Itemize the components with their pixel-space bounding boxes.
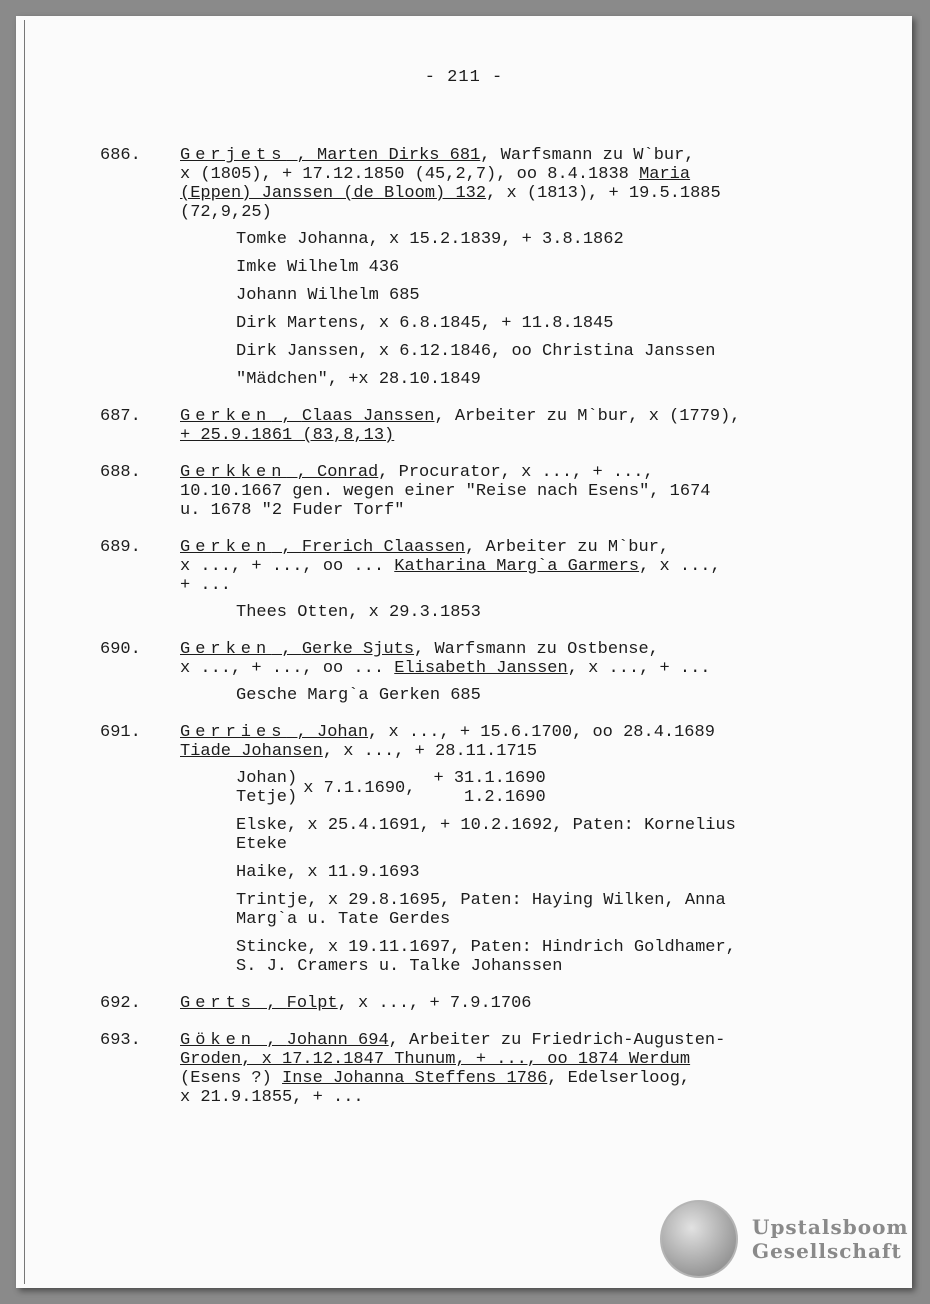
child-item: Dirk Martens, x 6.8.1845, + 11.8.1845 [236,314,614,333]
children-list [180,686,820,705]
entry-688 [100,463,820,520]
twin-birth: x 7.1.1690, [303,778,416,798]
spouse-name: (Eppen) Janssen (de Bloom) 132 [180,184,487,203]
child-item: Haike, x 11.9.1693 [236,863,420,882]
children-list [180,230,820,389]
surname: Gerjets [180,146,287,165]
entry-690: 690. Gerken , Gerke Sjuts, Warfsmann zu Ostbense, x ..., + ..., oo ... Elisabeth Janssen, x ..., + ... Gesche Marg`a Gerken 685 [100,640,820,705]
entry-heading: Gerken , Gerke Sjuts, Warfsmann zu Ostbense, [180,640,659,659]
surname: Gerken [180,538,272,557]
twin-children [236,769,820,807]
given-name: Conrad [317,463,379,482]
entry-number: 689. [100,538,141,557]
entry-detail: u. 1678 "2 Fuder Torf" [180,501,405,520]
entry-detail: x (1805), + 17.12.1850 (45,2,7), oo 8.4.1838 [180,165,629,184]
children-list [180,603,820,622]
entry-detail: x ..., + ..., oo ... [180,557,385,576]
entry-detail: (72,9,25) [180,203,272,222]
child-item-continued: Eteke [236,835,288,854]
child-item: Dirk Janssen, x 6.12.1846, oo Christina Janssen [236,342,716,361]
child-item: Stincke, x 19.11.1697, Paten: Hindrich Goldhamer, [236,938,736,957]
entry-heading: Gerken , Frerich Claassen, Arbeiter zu M`bur, [180,538,670,557]
entry-number: 687. [100,407,141,426]
given-name: Folpt [286,994,338,1013]
society-logo [660,1200,909,1278]
entry-689: 689. Gerken , Frerich Claassen, Arbeiter zu M`bur, x ..., + ..., oo ... Katharina Marg`a Garmers, x ..., + ... Thees Otten, x 29.3.1853 [100,538,820,622]
given-name: Johann 694 [286,1031,389,1050]
given-name: Johan [317,723,369,742]
child-item-continued: Marg`a u. Tate Gerdes [236,910,451,929]
child-item-continued: S. J. Cramers u. Talke Johanssen [236,957,563,976]
entry-detail: + ... [180,576,232,595]
entry-heading: Gerkken , Conrad, Procurator, x ..., + ..., [180,463,654,482]
document-page [16,16,912,1288]
surname: Gerkken [180,463,287,482]
entry-detail: (Esens ?) [180,1069,272,1088]
entry-heading: Gerts , Folpt, x ..., + 7.9.1706 [180,994,532,1013]
entry-heading: Gerjets , Marten Dirks 681, Warfsmann zu W`bur, [180,146,695,165]
logo-line-2: Gesellschaft [752,1239,902,1263]
spouse-name: Inse Johanna Steffens 1786 [282,1069,548,1088]
entry-detail: Groden, x 17.12.1847 Thunum, + ..., oo 1874 Werdum [180,1050,691,1069]
child-item: Johann Wilhelm 685 [236,286,420,305]
margin-rule [24,20,25,1284]
logo-line-1: Upstalsboom [752,1215,909,1239]
entry-number: 688. [100,463,141,482]
child-item: Elske, x 25.4.1691, + 10.2.1692, Paten: Kornelius [236,816,736,835]
entry-693: 693. Göken , Johann 694, Arbeiter zu Friedrich-Augusten- Groden, x 17.12.1847 Thunum, + ..., oo 1874 Werdum (Esens ?) Inse Johanna Steffens 1786, Edelserloog, x 21.9.1855, + ... [100,1031,820,1107]
spouse-name: Tiade Johansen [180,742,323,761]
given-name: Marten Dirks 681 [317,146,481,165]
given-name: Frerich Claassen [301,538,466,557]
entry-692 [100,994,820,1013]
entry-number: 691. [100,723,141,742]
spouse-name: Katharina Marg`a Garmers [394,557,640,576]
twin-death: 1.2.1690 [464,788,546,807]
child-name: Tetje) [236,788,298,807]
child-item: "Mädchen", +x 28.10.1849 [236,370,481,389]
entry-heading: Göken , Johann 694, Arbeiter zu Friedrich-Augusten- [180,1031,726,1050]
entry-686: 686. Gerjets , Marten Dirks 681, Warfsmann zu W`bur, x (1805), + 17.12.1850 (45,2,7), oo 8.4.1838 Maria (Eppen) Janssen (de Bloom) 132, x (1813), + 19.5.1885 (72,9,25) Tomke Johanna, x 15.2.1839, + 3.8.1862 Imke Wilhelm 436 Johann Wilhelm 685 Dirk Martens, x 6.8.1845, + 11.8.1845 Dirk Janssen, x 6.12.1846, oo Christina Janssen "Mädchen", +x 28.10.1849 [100,146,820,389]
child-item: Tomke Johanna, x 15.2.1839, + 3.8.1862 [236,230,624,249]
child-item: Imke Wilhelm 436 [236,258,400,277]
entry-691: 691. Gerries , Johan, x ..., + 15.6.1700, oo 28.4.1689 Tiade Johansen, x ..., + 28.11.1715 Johan) Tetje) x 7.1.1690, + 31.1.1690 1.2.1690 Elske, x 25.4.1691, + 10.2.1692, Paten: Kornelius Eteke Haike, x 11.9.1693 Trintje, x 29.8.1695, Paten: Haying Wilken, Anna Marg`a u. Tate Gerdes Stincke, x 19.11.1697, Paten: Hindrich Goldhamer, S. J. Cramers u. Talke Johanssen [100,723,820,976]
surname: Göken [180,1031,257,1050]
entry-number: 693. [100,1031,141,1050]
seal-icon [660,1200,738,1278]
given-name: Gerke Sjuts [301,640,415,659]
entry-heading: Gerken , Claas Janssen, Arbeiter zu M`bur, x (1779), [180,407,741,426]
given-name: Claas Janssen [301,407,435,426]
child-item: Trintje, x 29.8.1695, Paten: Haying Wilken, Anna [236,891,726,910]
child-item: Gesche Marg`a Gerken 685 [236,686,481,705]
entry-detail: 10.10.1667 gen. wegen einer "Reise nach Esens", 1674 [180,482,711,501]
surname: Gerken [180,407,272,426]
child-name: Johan) [236,769,298,788]
register-entries [100,146,820,1125]
page-number: - 211 - [424,68,504,87]
spouse-name: Maria [639,165,691,184]
surname: Gerts [180,994,257,1013]
entry-heading: Gerries , Johan, x ..., + 15.6.1700, oo 28.4.1689 [180,723,715,742]
entry-detail: + 25.9.1861 (83,8,13) [180,426,395,445]
entry-number: 686. [100,146,141,165]
surname: Gerries [180,723,287,742]
entry-number: 692. [100,994,141,1013]
spouse-name: Elisabeth Janssen [394,659,568,678]
entry-detail: x 21.9.1855, + ... [180,1088,364,1107]
entry-687 [100,407,820,445]
entry-detail: x ..., + ..., oo ... [180,659,385,678]
child-item: Thees Otten, x 29.3.1853 [236,603,481,622]
surname: Gerken [180,640,272,659]
children-list [180,769,820,976]
entry-number: 690. [100,640,141,659]
twin-death: + 31.1.1690 [433,769,546,788]
